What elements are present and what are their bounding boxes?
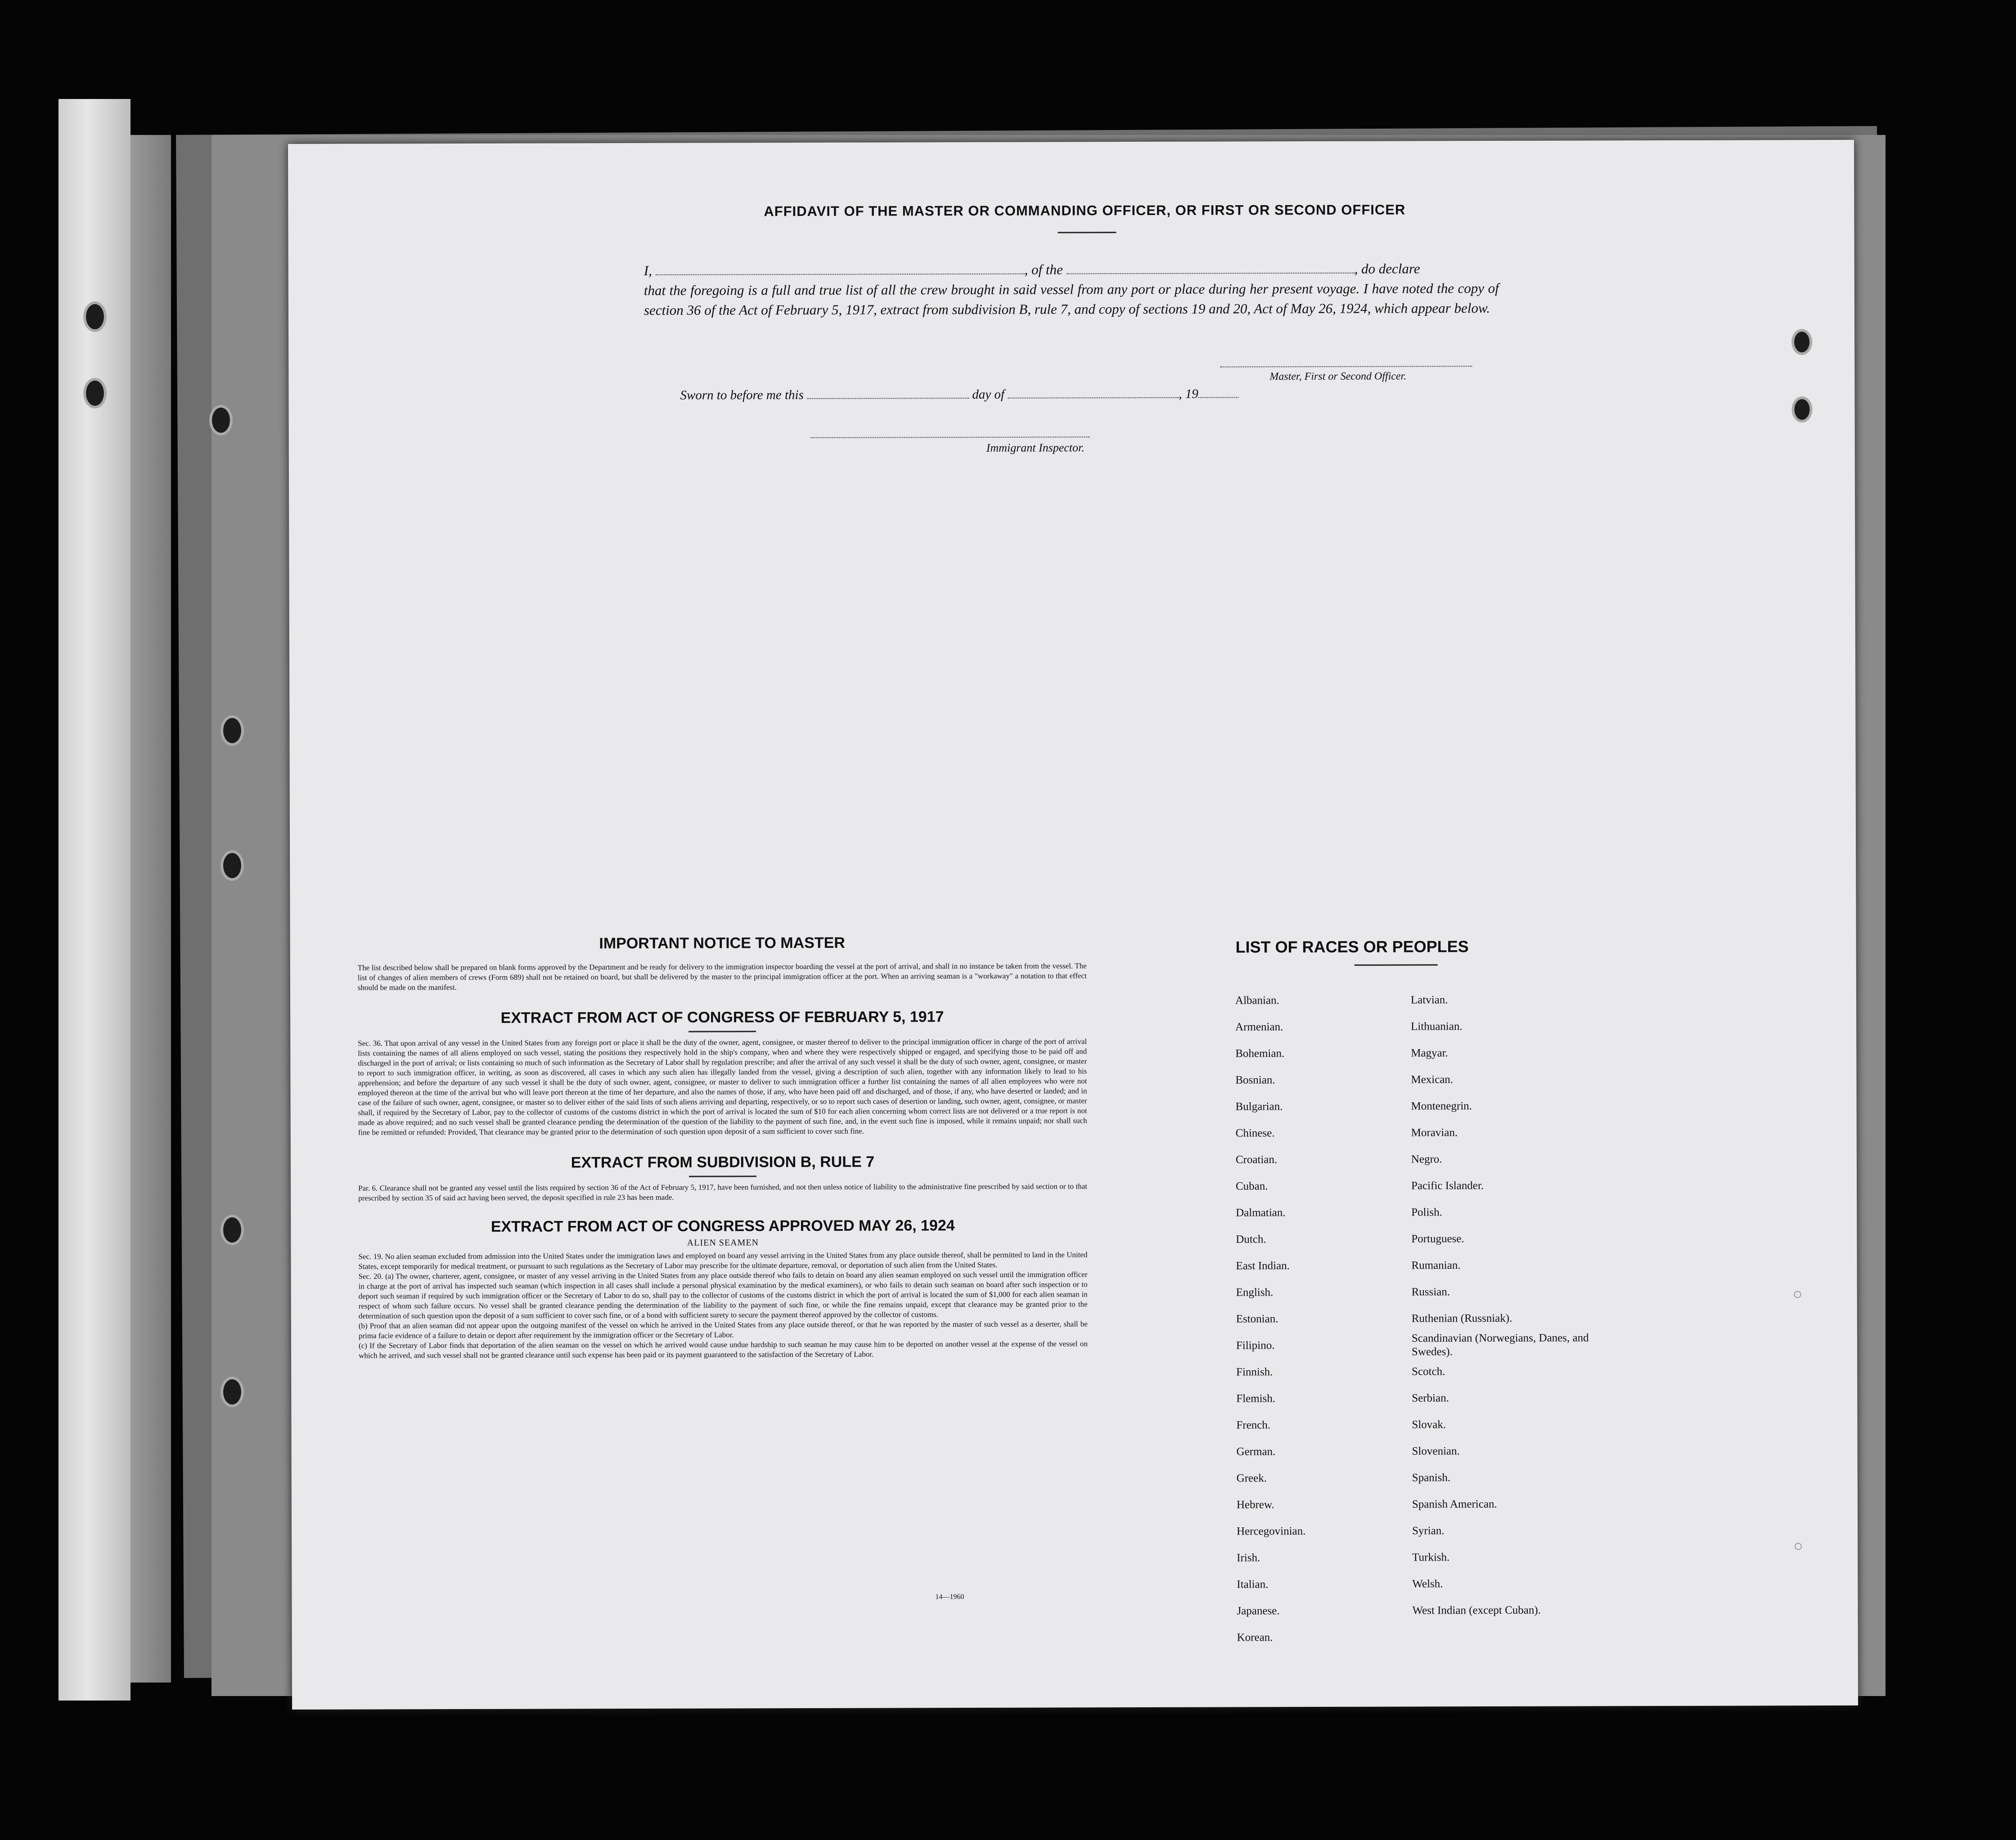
races-column-2 (1411, 986, 1593, 1624)
inspector-label: Immigrant Inspector. (986, 441, 1084, 454)
title-rule (1058, 232, 1116, 233)
race-item: Korean. (1237, 1631, 1273, 1644)
vessel-name-field[interactable] (1066, 262, 1354, 274)
affidavit-title: AFFIDAVIT OF THE MASTER OR COMMANDING OFFICER, OR FIRST OR SECOND OFFICER (764, 202, 1406, 220)
race-item: Lithuanian. (1411, 1020, 1462, 1033)
sec-20c-text: (c) If the Secretary of Labor finds that deportation of the alien seaman on the vessel on which he arrived would cause undue hardship to such seaman he may cause him to be deported on another vessel at the expense of the vessel on which he arrived, and such vessel shall not be granted clearance until such expense has been paid or its payment guaranteed to the satisfaction of the Secretary of Labor. (358, 1339, 1088, 1360)
form-number: 14—1960 (935, 1593, 964, 1601)
affidavit-body: that the foregoing is a full and true list of all the crew brought in said vessel from any port or place during her present voyage. I have noted the copy of section 36 of the Act of February 5, 1917, extract from subdivision B, rule 7, and copy of sections 19 and 20, Act of May 26, 1924, which appear below. (644, 280, 1499, 318)
inspector-signature-field[interactable] (811, 436, 1090, 438)
race-item: Slovenian. (1412, 1445, 1460, 1458)
signature-label: Master, First or Second Officer. (1269, 370, 1407, 383)
binder-hole (83, 301, 107, 332)
extract-rule7-text: Par. 6. Clearance shall not be granted any vessel until the lists required by section 36 of the Act of February 5, 1917, have been furnished, and not then unless notice of liability to the administrative fine prescribed by said section or to that prescribed by section 35 of said act having been served, the deposit specified in rule 23 has been made. (358, 1182, 1088, 1203)
race-item: Moravian. (1411, 1126, 1458, 1139)
race-item: Latvian. (1410, 994, 1448, 1006)
extract-1917-text: Sec. 36. That upon arrival of any vessel in the United States from any foreign port or place it shall be the duty of the owner, agent, consignee, or master thereof to deliver to the principal immigration officer in charge of the port of arrival lists containing the names of all aliens employed on such vessel, stating the positions they respectively hold in the ship's company, when and where they were respectively shipped or engaged, and specifying those to be paid off and discharged in the port of arrival; or lists containing so much of such information as the Secretary of Labor shall by regulation prescribe; and after the arrival of any such vessel it shall be the duty of such owner, agent, consignee, or master to report to such immigration officer, in writing, as soon as discovered, all cases in which any such alien has illegally landed from the vessel, giving a description of such alien, together with any information likely to lead to his apprehension; and before the departure of any such vessel it shall be the duty of such owner, agent, consignee, or master to deliver to such immigration officer a further list containing the names of all alien employees who were not employed thereon at the time of the arrival but who will leave port thereon at the time of her departure, and also the names of those, if any, who have been paid off and discharged, and of those, if any, who have deserted or landed; and in case of the failure of such owner, agent, consignee, or master so to deliver either of the said lists of such aliens arriving and departing, respectively, or so to report such cases of desertion or landing, such owner, agent, consignee, or master shall, if required by the Secretary of Labor, pay to the collector of customs of the customs district in which the port of arrival is located the sum of $10 for each alien concerning whom correct lists are not delivered or a true report is not made as above required; and no such vessel shall be granted clearance pending the determination of the question of the liability to the payment of such fine, and, in the event such fine is imposed, while it remains unpaid; nor shall such fine be remitted or refunded: Provided, That clearance may be granted prior to the determination of such question upon deposit of a sum sufficient to cover such fine. (358, 1037, 1087, 1137)
race-item: Negro. (1411, 1153, 1442, 1166)
races-column-1 (1235, 987, 1306, 1651)
affidavit-line-1-start: I, (644, 262, 652, 278)
race-item: Serbian. (1412, 1392, 1449, 1405)
race-item: Scotch. (1412, 1365, 1445, 1378)
extract-rule7-title: EXTRACT FROM SUBDIVISION B, RULE 7 (571, 1153, 875, 1171)
race-item: Turkish. (1412, 1551, 1450, 1564)
margin-mark: ○ (1794, 1287, 1801, 1301)
race-item: Greek. (1236, 1472, 1267, 1485)
notice-text: The list described below shall be prepared on blank forms approved by the Department and be ready for delivery to the immigration inspector boarding the vessel at the port of arrival, and shall in no instance be taken from the vessel. The list of changes of alien members of crews (Form 689) shall not be retained on board, but shall be delivered by the master to the principal immigration officer at the port. When an arriving seaman is a "workaway" a notation to that effect should be made on the manifest. (357, 961, 1087, 992)
race-item: Chinese. (1235, 1127, 1275, 1140)
year-prefix-label: , 19 (1179, 386, 1198, 401)
race-item: French. (1236, 1419, 1271, 1432)
section-rule (688, 1031, 756, 1032)
race-item: Albanian. (1235, 994, 1279, 1007)
race-item: Spanish. (1412, 1472, 1451, 1484)
race-item: Irish. (1237, 1552, 1260, 1564)
binder-hole (83, 378, 107, 408)
race-item: Spanish American. (1412, 1498, 1497, 1511)
binder-hole (209, 405, 233, 435)
race-item: East Indian. (1236, 1260, 1290, 1272)
race-item: Bosnian. (1235, 1074, 1275, 1086)
sworn-day-field[interactable] (807, 388, 969, 399)
notice-title: IMPORTANT NOTICE TO MASTER (599, 934, 845, 952)
race-item: Portuguese. (1411, 1233, 1464, 1245)
manifest-page (288, 140, 1858, 1710)
races-rule (1354, 964, 1438, 965)
race-item: Flemish. (1236, 1392, 1276, 1405)
race-item: English. (1236, 1286, 1274, 1299)
race-item: Polish. (1411, 1206, 1443, 1219)
race-item: Russian. (1411, 1286, 1450, 1298)
sworn-line (680, 386, 1238, 403)
race-item: Scandinavian (Norwegians, Danes, and Swedes). (1411, 1332, 1589, 1358)
race-item: Filipino. (1236, 1339, 1275, 1352)
races-title: LIST OF RACES OR PEOPLES (1235, 937, 1469, 956)
legal-notices (358, 933, 1088, 1360)
page-hole (1791, 396, 1812, 422)
race-item: Montenegrin. (1411, 1100, 1472, 1113)
race-item: Bohemian. (1235, 1047, 1285, 1060)
binder-hole (220, 1215, 244, 1245)
day-of-label: day of (972, 387, 1005, 402)
affidavit-line-1 (644, 259, 1499, 281)
race-item: Cuban. (1236, 1180, 1268, 1193)
race-item: Estonian. (1236, 1313, 1278, 1325)
race-item: Italian. (1237, 1578, 1269, 1591)
master-name-field[interactable] (656, 263, 1025, 275)
race-item: Ruthenian (Russniak). (1411, 1312, 1512, 1325)
bleed-through-row: ​ (1791, 481, 1792, 496)
race-item: Hercegovinian. (1237, 1525, 1306, 1538)
margin-mark: ○ (1795, 1539, 1802, 1553)
sworn-month-field[interactable] (1008, 387, 1179, 399)
race-item: Armenian. (1235, 1021, 1283, 1033)
binder-hole (220, 715, 244, 746)
race-item: Bulgarian. (1235, 1100, 1283, 1113)
master-signature-field[interactable] (1220, 366, 1472, 367)
affidavit-text (644, 259, 1499, 320)
race-item: Rumanian. (1411, 1259, 1461, 1272)
affidavit-line-1-mid: , of the (1024, 261, 1063, 278)
sec-20a-text: Sec. 20. (a) The owner, charterer, agent, consignee, or master of any vessel arriving in the United States from any place outside thereof who fails to detain on board any alien seaman employed on such vessel until the immigration officer in charge at the port of arrival has inspected such seaman (which inspection in all cases shall include a personal physical examination by the medical examiners), or who fails to detain such seaman on board after such inspection or to deport such seaman if required by such immigration officer or the Secretary of Labor to do so, shall pay to the collector of customs of the customs district in which the port of arrival is located the sum of $1,000 for each alien seaman in respect of whom such failure occurs. No vessel shall be granted clearance pending the determination of the liability to the payment of such fine, or while the fine remains unpaid, except that clearance may be granted prior to the determination of such question upon the deposit of a sum sufficient to cover such fine, or of a bond with sufficient surety to secure the payment thereof approved by the collector of customs. (358, 1270, 1088, 1320)
sworn-label: Sworn to before me this (680, 388, 804, 403)
race-item: Syrian. (1412, 1525, 1444, 1537)
race-item: Pacific Islander. (1411, 1180, 1484, 1192)
binder-hole (220, 850, 244, 881)
race-item: Croatian. (1235, 1153, 1278, 1166)
affidavit-line-1-end: , do declare (1354, 260, 1420, 277)
race-item: Mexican. (1411, 1073, 1454, 1086)
alien-seamen-subtitle: ALIEN SEAMEN (687, 1238, 759, 1248)
race-item: West Indian (except Cuban). (1412, 1604, 1541, 1617)
race-item: German. (1236, 1445, 1276, 1458)
race-item: Welsh. (1412, 1578, 1443, 1590)
binder-edge (58, 99, 130, 1701)
section-rule (689, 1176, 756, 1177)
extract-1924-title: EXTRACT FROM ACT OF CONGRESS APPROVED MAY 26, 1924 (490, 1217, 955, 1235)
sworn-year-field[interactable] (1198, 387, 1239, 398)
race-item: Slovak. (1412, 1418, 1446, 1431)
extract-1917-title: EXTRACT FROM ACT OF CONGRESS OF FEBRUARY 5, 1917 (500, 1008, 944, 1027)
page-hole (1791, 329, 1812, 355)
sec-19-text: Sec. 19. No alien seaman excluded from admission into the United States under the immigration laws and employed on board any vessel arriving in the United States from any place outside thereof, shall be permitted to land in the United States, except temporarily for medical treatment, or pursuant to such regulations as the Secretary of Labor may prescribe for the ultimate departure, removal, or deportation of such alien from the United States. (358, 1250, 1088, 1271)
race-item: Japanese. (1237, 1605, 1280, 1617)
race-item: Hebrew. (1236, 1499, 1274, 1511)
race-item: Dutch. (1236, 1233, 1266, 1246)
race-item: Finnish. (1236, 1366, 1273, 1378)
sec-20b-text: (b) Proof that an alien seaman did not appear upon the outgoing manifest of the vessel on which he arrived in the United States from any place outside thereof, or that he was reported by the master of such vessel as a deserter, shall be prima facie evidence of a failure to detain or deport after requirement by the immigration officer or the Secretary of Labor. (358, 1319, 1088, 1340)
race-item: Magyar. (1411, 1047, 1448, 1059)
race-item: Dalmatian. (1236, 1207, 1286, 1219)
binder-hole (220, 1377, 244, 1407)
binder-spine (130, 135, 171, 1683)
